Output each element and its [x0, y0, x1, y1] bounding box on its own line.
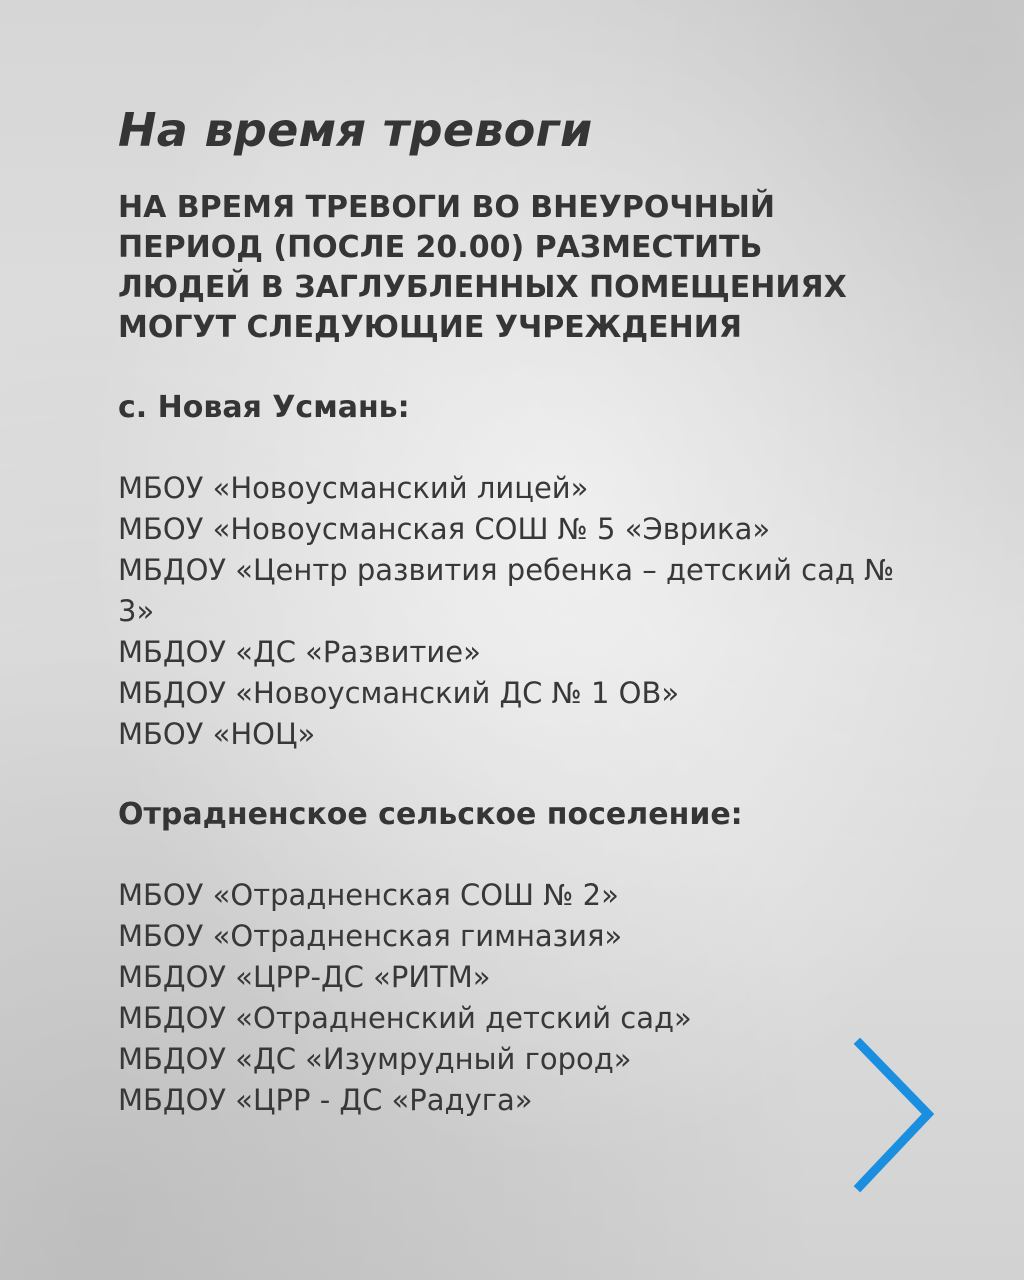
list-item: МБДОУ «ДС «Развитие»	[118, 635, 481, 669]
list-item: МБДОУ «Центр развития ребенка – детский сад № 3»	[118, 553, 895, 628]
institution-list	[118, 468, 918, 755]
institution-list	[118, 875, 918, 1121]
list-item: МБДОУ «ДС «Изумрудный город»	[118, 1042, 632, 1076]
next-slide-button[interactable]	[850, 1038, 940, 1198]
heading-line: НА ВРЕМЯ ТРЕВОГИ ВО ВНЕУРОЧНЫЙ	[118, 190, 775, 225]
page-title: На время тревоги	[118, 103, 593, 157]
heading-line: ПЕРИОД (ПОСЛЕ 20.00) РАЗМЕСТИТЬ	[118, 230, 763, 265]
list-item: МБОУ «НОЦ»	[118, 717, 316, 751]
section-novaya-usman	[118, 388, 918, 755]
heading-line: ЛЮДЕЙ В ЗАГЛУБЛЕННЫХ ПОМЕЩЕНИЯХ	[118, 270, 847, 305]
list-item: МБОУ «Новоусманский лицей»	[118, 471, 589, 505]
section-title: с. Новая Усмань:	[118, 390, 410, 425]
list-item: МБОУ «Новоусманская СОШ № 5 «Эврика»	[118, 512, 771, 546]
list-item: МБДОУ «Отрадненский детский сад»	[118, 1001, 692, 1035]
section-title: Отрадненское сельское поселение:	[118, 797, 743, 832]
announcement-heading	[118, 188, 908, 348]
list-item: МБОУ «Отрадненская СОШ № 2»	[118, 878, 619, 912]
heading-line: МОГУТ СЛЕДУЮЩИЕ УЧРЕЖДЕНИЯ	[118, 310, 742, 345]
list-item: МБДОУ «ЦРР - ДС «Радуга»	[118, 1083, 533, 1117]
section-otradnoe	[118, 795, 918, 1121]
list-item: МБДОУ «Новоусманский ДС № 1 ОВ»	[118, 676, 680, 710]
list-item: МБДОУ «ЦРР-ДС «РИТМ»	[118, 960, 491, 994]
chevron-right-icon	[850, 1038, 940, 1198]
slide-content	[118, 100, 918, 1121]
list-item: МБОУ «Отрадненская гимназия»	[118, 919, 623, 953]
